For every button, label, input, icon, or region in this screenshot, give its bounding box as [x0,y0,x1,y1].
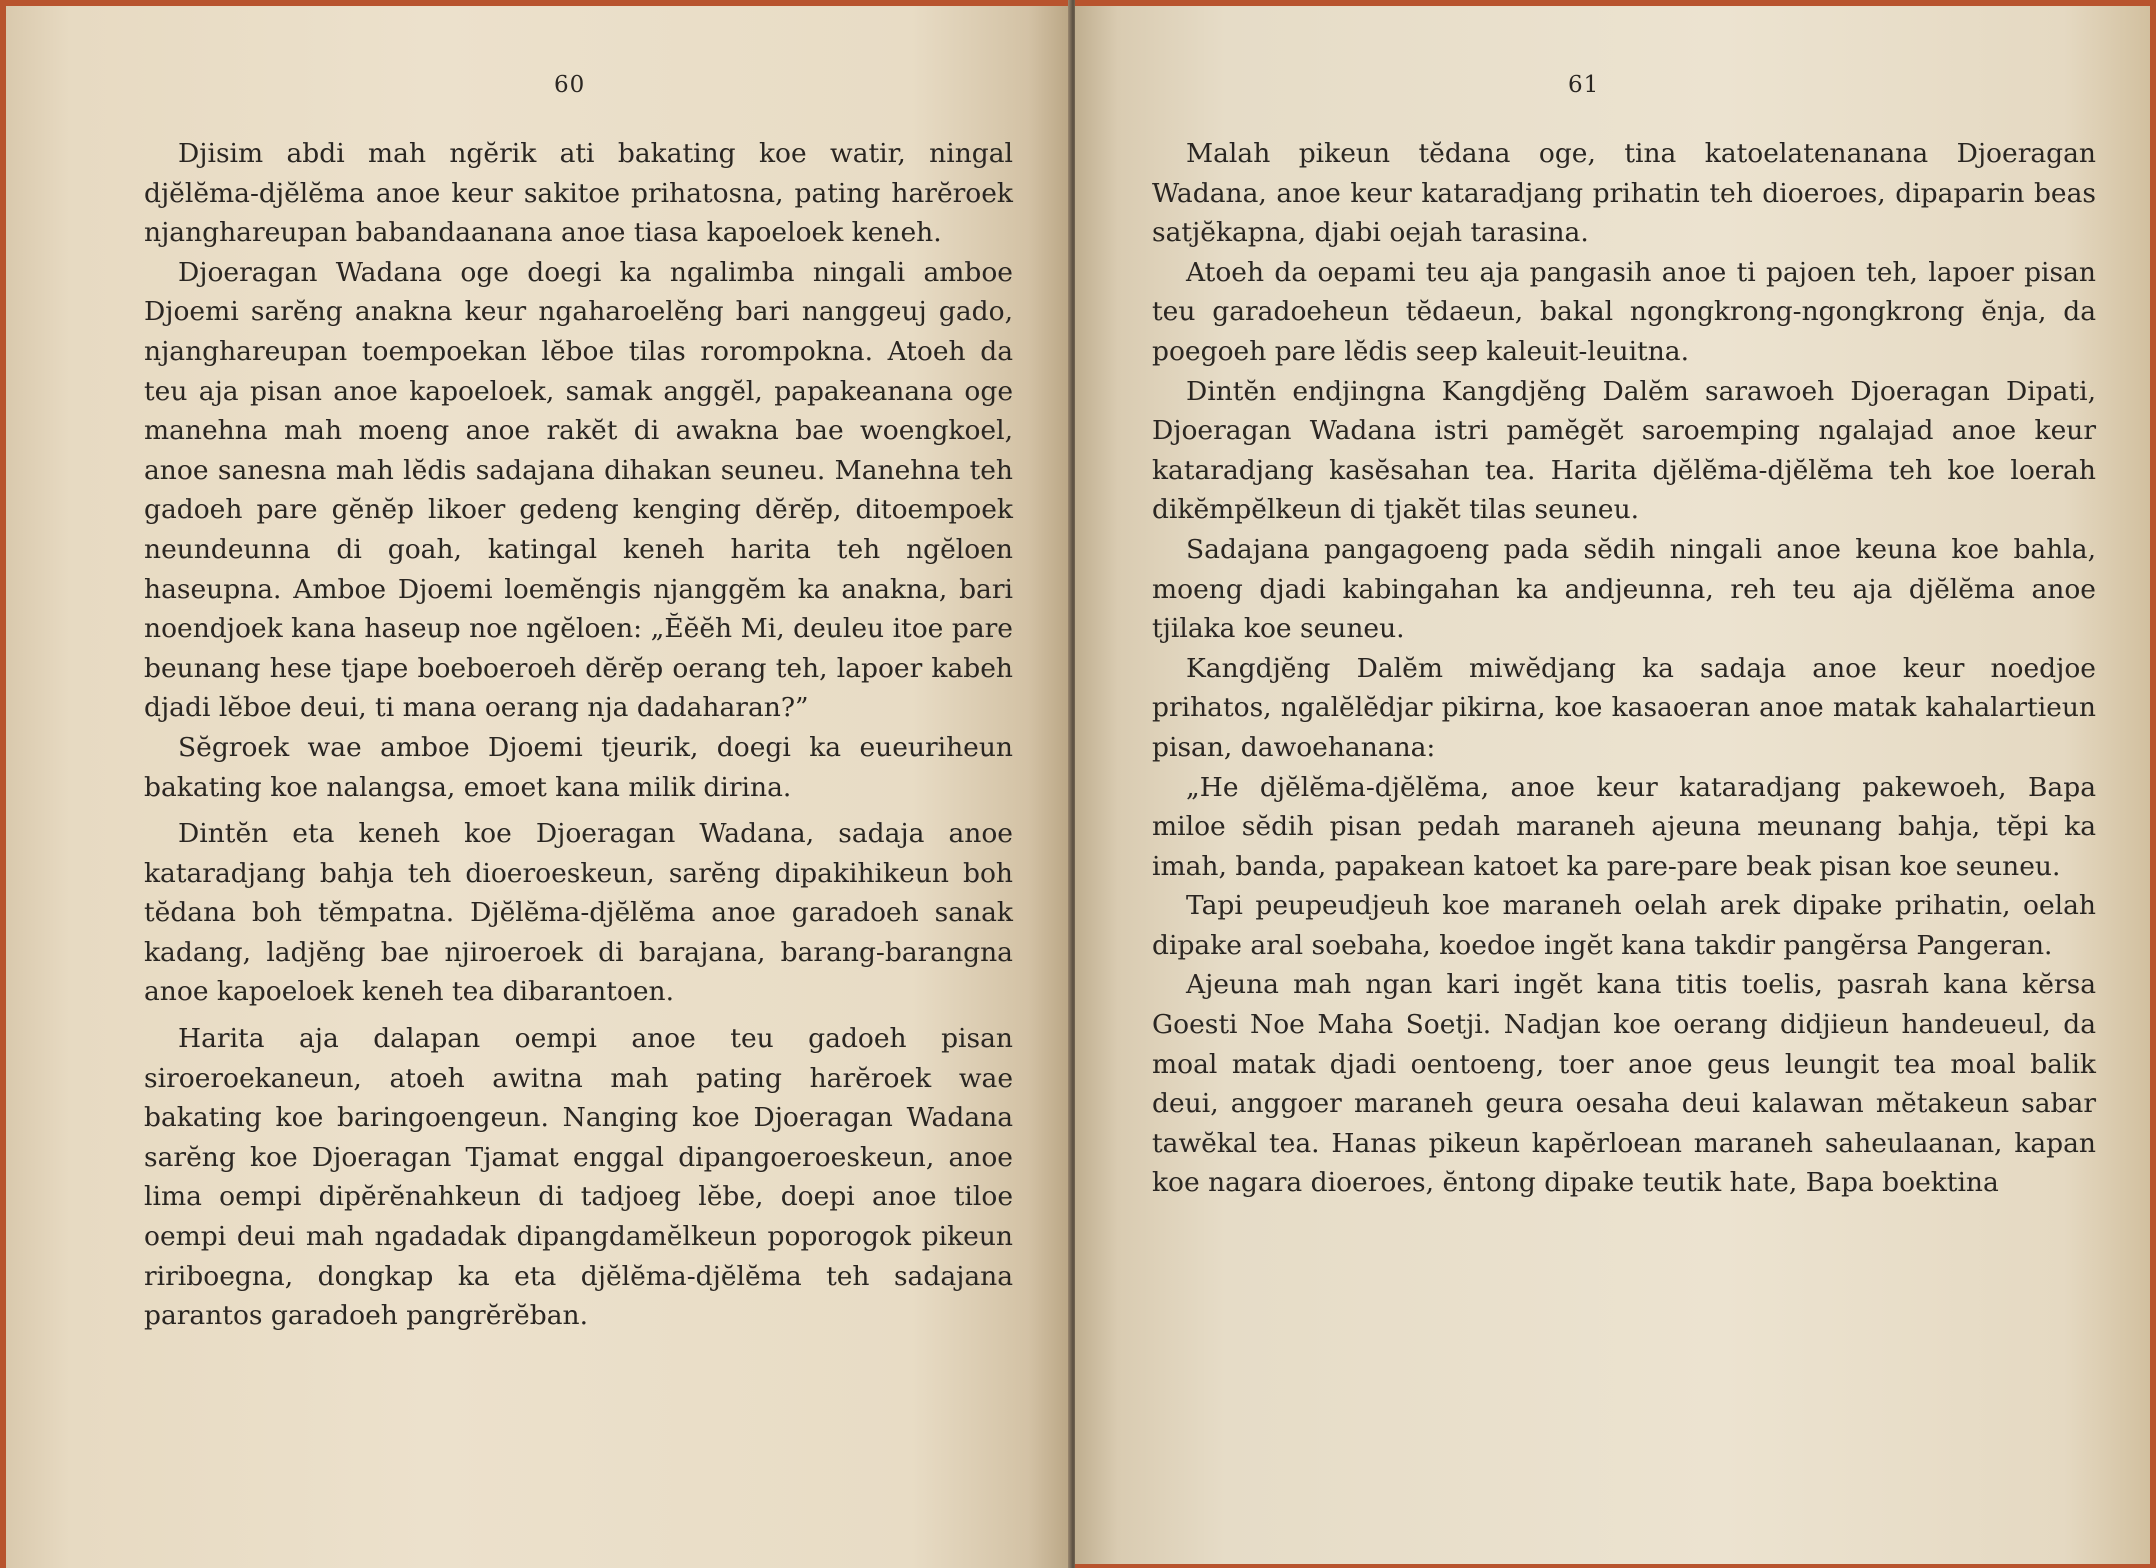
left-page [0,0,1071,1568]
paragraph: Djisim abdi mah ngĕrik ati bakating koe watir, ningal djĕlĕma-djĕlĕma anoe keur sakitoe prihatosna, pating harĕroek njanghareupan babandaanana anoe tiasa kapoeloek keneh. [144,138,1013,249]
paragraph: Djoeragan Wadana oge doegi ka ngalimba ningali amboe Djoemi sarĕng anakna keur ngaharoelĕng bari nanggeuj gado, njanghareupan toempoekan lĕboe tilas rorompokna. Atoeh da teu aja pisan anoe kapoeloek, samak anggĕl, papakeanana oge manehna mah moeng anoe rakĕt di awakna bae woengkoel, anoe sanesna mah lĕdis sadajana dihakan seuneu. Manehna teh gadoeh pare gĕnĕp likoer gedeng kenging dĕrĕp, ditoempoek neundeunna di goah, katingal keneh harita teh ngĕloen haseupna. Amboe Djoemi loemĕngis njanggĕm ka anakna, bari noendjoek kana haseup noe ngĕloen: „Ĕĕĕh Mi, deuleu itoe pare beunang hese tjape boeboeroeh dĕrĕp oerang teh, lapoer kabeh djadi lĕboe deui, ti mana oerang nja dadaharan?” [144,256,1013,724]
right-page [1075,0,2156,1568]
left-page-text [144,134,1013,1336]
paragraph: Malah pikeun tĕdana oge, tina katoelatenanana Djoeragan Wadana, anoe keur kataradjang prihatin teh dioeroes, dipaparin beas satjĕkapna, djabi oejah tarasina. [1152,138,2096,249]
right-page-text [1152,134,2096,1203]
paragraph: Tapi peupeudjeuh koe maraneh oelah arek dipake prihatin, oelah dipake aral soebaha, koedoe ingĕt kana takdir pangĕrsa Pangeran. [1152,890,2096,961]
page-number-right: 61 [1568,72,1600,98]
paragraph: Atoeh da oepami teu aja pangasih anoe ti pajoen teh, lapoer pisan teu garadoeheun tĕdaeun, bakal ngongkrong-ngongkrong ĕnja, da poegoeh pare lĕdis seep kaleuit-leuitna. [1152,256,2096,367]
paragraph: Ajeuna mah ngan kari ingĕt kana titis toelis, pasrah kana kĕrsa Goesti Noe Maha Soetji. Nadjan koe oerang didjieun handeueul, da moal matak djadi oentoeng, toer anoe geus leungit tea moal balik deui, anggoer maraneh geura oesaha deui kalawan mĕtakeun sabar tawĕkal tea. Hanas pikeun kapĕrloean maraneh saheulaanan, kapan koe nagara dioeroes, ĕntong dipake teutik hate, Bapa boektina [1152,969,2096,1199]
page-number-left: 60 [554,72,586,98]
paragraph: Kangdjĕng Dalĕm miwĕdjang ka sadaja anoe keur noedjoe prihatos, ngalĕlĕdjar pikirna, koe kasaoeran anoe matak kahalartieun pisan, dawoehanana: [1152,652,2096,763]
paragraph: „He djĕlĕma-djĕlĕma, anoe keur kataradjang pakewoeh, Bapa miloe sĕdih pisan pedah maraneh ajeuna meunang bahja, tĕpi ka imah, banda, papakean katoet ka pare-pare beak pisan koe seuneu. [1152,771,2096,882]
paragraph: Dintĕn eta keneh koe Djoeragan Wadana, sadaja anoe kataradjang bahja teh dioeroeskeun, sarĕng dipakihikeun boh tĕdana boh tĕmpatna. Djĕlĕma-djĕlĕma anoe garadoeh sanak kadang, ladjĕng bae njiroeroek di barajana, barang-barangna anoe kapoeloek keneh tea dibarantoen. [144,818,1013,1008]
paragraph: Sadajana pangagoeng pada sĕdih ningali anoe keuna koe bahla, moeng djadi kabingahan ka andjeunna, reh teu aja djĕlĕma anoe tjilaka koe seuneu. [1152,533,2096,645]
paragraph: Sĕgroek wae amboe Djoemi tjeurik, doegi ka eueuriheun bakating koe nalangsa, emoet kana milik dirina. [144,731,1013,803]
paragraph: Dintĕn endjingna Kangdjĕng Dalĕm sarawoeh Djoeragan Dipati, Djoeragan Wadana istri pamĕgĕt saroemping ngalajad anoe keur kataradjang kasĕsahan tea. Harita djĕlĕma-djĕlĕma teh koe loerah dikĕmpĕlkeun di tjakĕt tilas seuneu. [1152,375,2096,526]
paragraph: Harita aja dalapan oempi anoe teu gadoeh pisan siroeroekaneun, atoeh awitna mah pating harĕroek wae bakating koe baringoengeun. Nanging koe Djoeragan Wadana sarĕng koe Djoeragan Tjamat enggal dipangoeroeskeun, anoe lima oempi dipĕrĕnahkeun di tadjoeg lĕbe, doepi anoe tiloe oempi deui mah ngadadak dipangdamĕlkeun poporogok pikeun ririboegna, dongkap ka eta djĕlĕma-djĕlĕma teh sadajana parantos garadoeh pangrĕrĕban. [144,1023,1013,1332]
